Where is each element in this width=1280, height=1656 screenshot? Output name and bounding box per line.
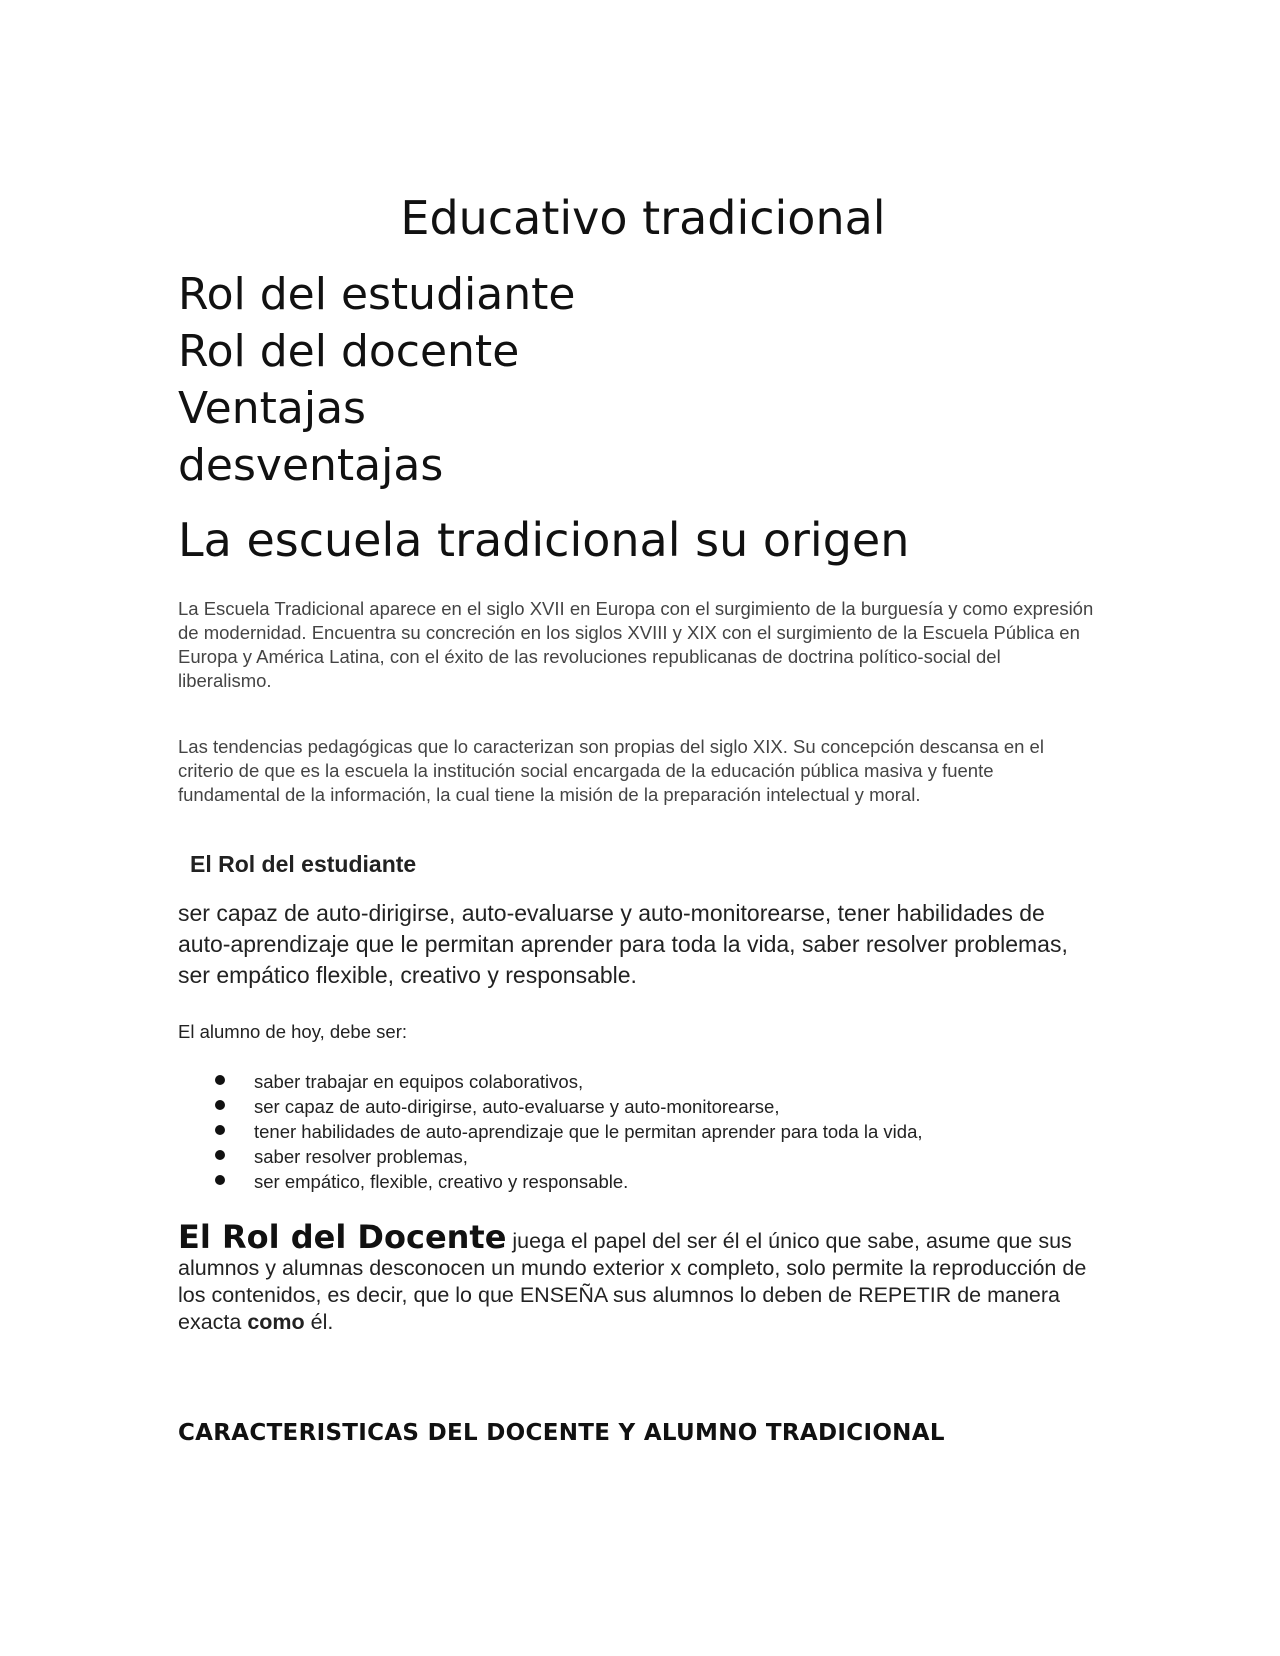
- list-item: [178, 1119, 1098, 1144]
- topic-item: Rol del estudiante: [178, 268, 576, 320]
- bullet-icon: [215, 1175, 225, 1185]
- list-item-text: saber trabajar en equipos colaborativos,: [254, 1071, 584, 1092]
- list-item: [178, 1169, 1098, 1194]
- topic-item: Ventajas: [178, 382, 366, 434]
- topic-list: [178, 266, 1098, 494]
- document-content: [178, 190, 1098, 1446]
- student-role-heading: El Rol del estudiante: [190, 851, 417, 877]
- list-item: [178, 1094, 1098, 1119]
- characteristics-heading: CARACTERISTICAS DEL DOCENTE Y ALUMNO TRADICIONAL: [178, 1420, 945, 1446]
- origin-paragraph: Las tendencias pedagógicas que lo caracterizan son propias del siglo XIX. Su concepción descansa en el criterio de que es la escuela la institución social encargada de la educación pública masiva y fuente fundamental de la información, la cual tiene la misión de la preparación intelectual y moral.: [178, 736, 1044, 805]
- student-role-paragraph: ser capaz de auto-dirigirse, auto-evaluarse y auto-monitorearse, tener habilidades de auto-aprendizaje que le permitan aprender para toda la vida, saber resolver problemas, ser empático flexible, creativo y responsable.: [178, 900, 1068, 988]
- topic-item: desventajas: [178, 439, 444, 491]
- origin-heading: La escuela tradicional su origen: [178, 512, 910, 567]
- bullet-icon: [215, 1100, 225, 1110]
- document-title: Educativo tradicional: [400, 191, 886, 245]
- list-item: [178, 1144, 1098, 1169]
- teacher-role-text: juega el papel del ser él el único que sabe, asume que sus alumnos y alumnas desconocen un mundo exterior x completo, solo permite la reproducción de los contenidos, es decir, que lo que ENSEÑA sus alumnos lo deben de REPETIR de manera exacta: [178, 1229, 1087, 1334]
- teacher-role-paragraph: [178, 1218, 1098, 1336]
- teacher-role-emphasis: como: [247, 1310, 305, 1334]
- list-item-text: ser capaz de auto-dirigirse, auto-evaluarse y auto-monitorearse,: [254, 1096, 780, 1117]
- bullet-icon: [215, 1075, 225, 1085]
- bullet-icon: [215, 1150, 225, 1160]
- bullet-icon: [215, 1125, 225, 1135]
- list-item-text: saber resolver problemas,: [254, 1146, 468, 1167]
- student-intro: El alumno de hoy, debe ser:: [178, 1021, 407, 1042]
- topic-item: Rol del docente: [178, 325, 520, 377]
- list-item-text: ser empático, flexible, creativo y responsable.: [254, 1171, 629, 1192]
- list-item: [178, 1069, 1098, 1094]
- teacher-role-heading: El Rol del Docente: [178, 1218, 507, 1256]
- student-bullet-list: [178, 1069, 1098, 1194]
- origin-paragraph: La Escuela Tradicional aparece en el siglo XVII en Europa con el surgimiento de la burguesía y como expresión de modernidad. Encuentra su concreción en los siglos XVIII y XIX con el surgimiento de la Escuela Pública en Europa y América Latina, con el éxito de las revoluciones republicanas de doctrina político-social del liberalismo.: [178, 598, 1094, 691]
- list-item-text: tener habilidades de auto-aprendizaje que le permitan aprender para toda la vida,: [254, 1121, 923, 1142]
- teacher-role-text-end: él.: [304, 1310, 334, 1334]
